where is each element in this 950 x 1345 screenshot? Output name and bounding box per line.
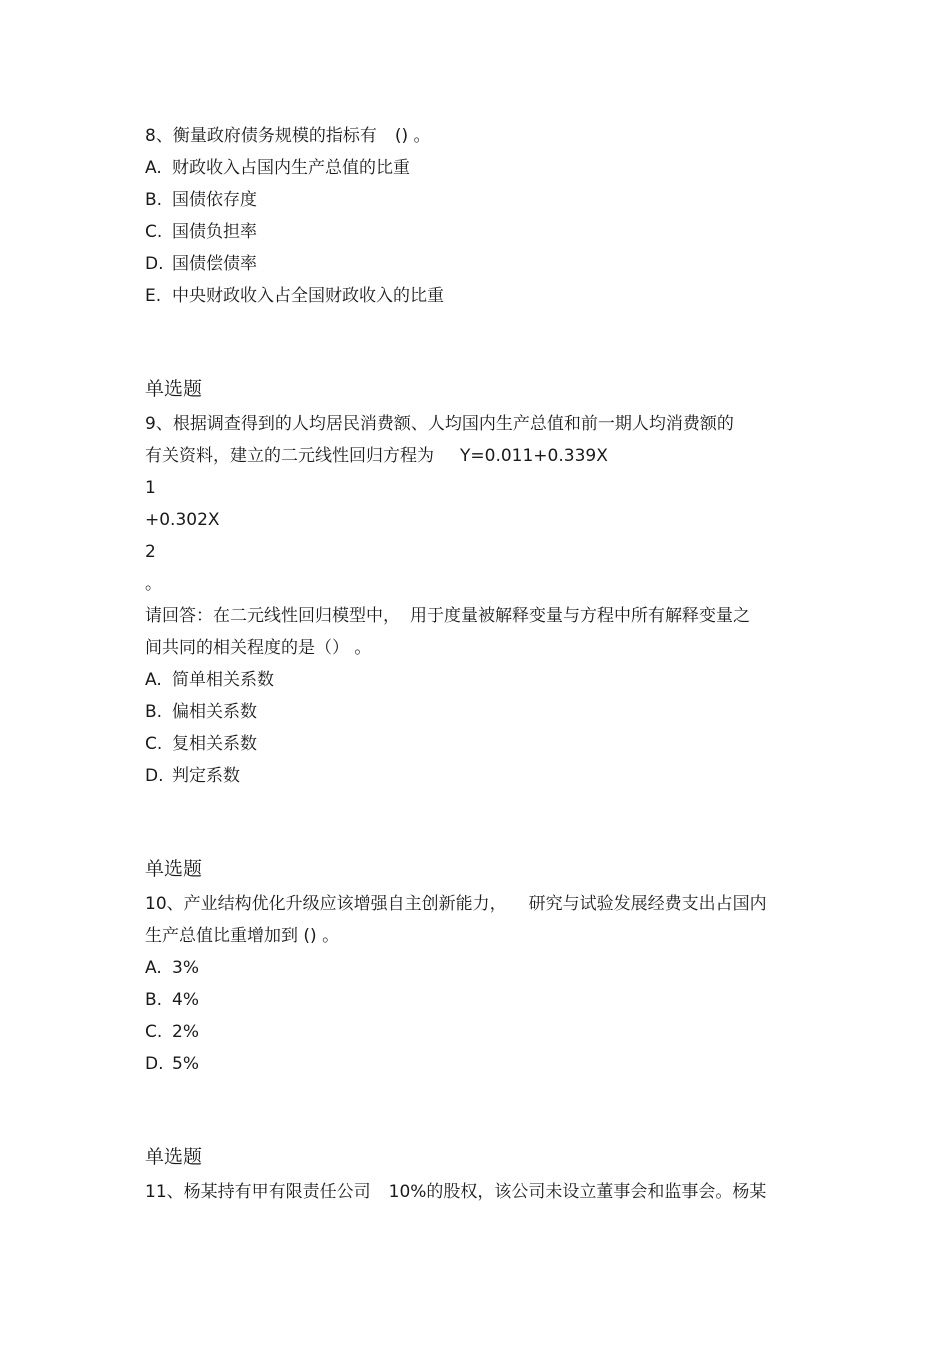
option-text: 3%: [172, 958, 199, 978]
q9-period: 。: [145, 574, 162, 594]
q9-line2: [145, 445, 608, 467]
q9-line5: 间共同的相关程度的是（） 。: [145, 638, 372, 658]
q10-heading: 单选题: [145, 858, 203, 880]
q10-option-d: [145, 1053, 199, 1075]
q11-line1-text-a: 11、杨某持有甲有限责任公司: [145, 1182, 371, 1202]
q9-line4: [145, 605, 750, 627]
q8-option-d: [145, 253, 257, 275]
q9-heading: 单选题: [145, 378, 203, 400]
q10-line1-text-b: 研究与试验发展经费支出占国内: [528, 894, 767, 914]
q11-line1-text-b: 10%的股权，该公司未设立董事会和监事会。杨某: [388, 1182, 767, 1202]
option-text: 国债偿债率: [172, 254, 257, 274]
option-letter: B.: [145, 990, 163, 1010]
q8-option-a: [145, 157, 410, 179]
q9-subscript-1: 1: [145, 478, 156, 498]
option-text: 5%: [172, 1054, 199, 1074]
q8-stem: [145, 125, 431, 147]
q8-stem-text: 8、衡量政府债务规模的指标有: [145, 126, 377, 146]
option-letter: A.: [145, 958, 162, 978]
q9-subscript-2: 2: [145, 542, 156, 562]
q9-line4-text-b: 用于度量被解释变量与方程中所有解释变量之: [410, 606, 750, 626]
q8-blank: () 。: [394, 126, 431, 146]
q8-option-e: [145, 285, 444, 307]
q10-option-b: [145, 989, 199, 1011]
option-letter: A.: [145, 670, 162, 690]
option-letter: D.: [145, 766, 164, 786]
q9-line1: 9、根据调查得到的人均居民消费额、人均国内生产总值和前一期人均消费额的: [145, 414, 734, 434]
q9-line2-text: 有关资料，建立的二元线性回归方程为: [145, 446, 434, 466]
q9-equation: Y=0.011+0.339X: [460, 446, 608, 466]
option-text: 复相关系数: [172, 734, 257, 754]
option-text: 4%: [172, 990, 199, 1010]
option-letter: E.: [145, 286, 162, 306]
q10-option-a: [145, 957, 199, 979]
option-letter: A.: [145, 158, 162, 178]
option-letter: D.: [145, 1054, 164, 1074]
q10-line1-text-a: 10、产业结构优化升级应该增强自主创新能力，: [145, 894, 507, 914]
q8-option-c: [145, 221, 257, 243]
q11-heading: 单选题: [145, 1146, 203, 1168]
q8-option-b: [145, 189, 257, 211]
q9-equation-cont: +0.302X: [145, 510, 220, 530]
q11-line1: [145, 1181, 766, 1203]
option-letter: C.: [145, 734, 163, 754]
option-letter: B.: [145, 702, 163, 722]
option-text: 偏相关系数: [172, 702, 257, 722]
option-text: 财政收入占国内生产总值的比重: [172, 158, 410, 178]
option-letter: B.: [145, 190, 163, 210]
option-letter: C.: [145, 222, 163, 242]
option-text: 中央财政收入占全国财政收入的比重: [172, 286, 444, 306]
option-text: 2%: [172, 1022, 199, 1042]
q9-option-b: [145, 701, 257, 723]
q10-option-c: [145, 1021, 199, 1043]
option-letter: C.: [145, 1022, 163, 1042]
option-letter: D.: [145, 254, 164, 274]
q9-line4-text-a: 请回答：在二元线性回归模型中，: [145, 606, 400, 626]
option-text: 国债依存度: [172, 190, 257, 210]
q9-option-a: [145, 669, 274, 691]
option-text: 判定系数: [172, 766, 240, 786]
q10-line2: 生产总值比重增加到 () 。: [145, 926, 340, 946]
q9-option-d: [145, 765, 240, 787]
q10-line1: [145, 893, 767, 915]
option-text: 简单相关系数: [172, 670, 274, 690]
option-text: 国债负担率: [172, 222, 257, 242]
q9-option-c: [145, 733, 257, 755]
